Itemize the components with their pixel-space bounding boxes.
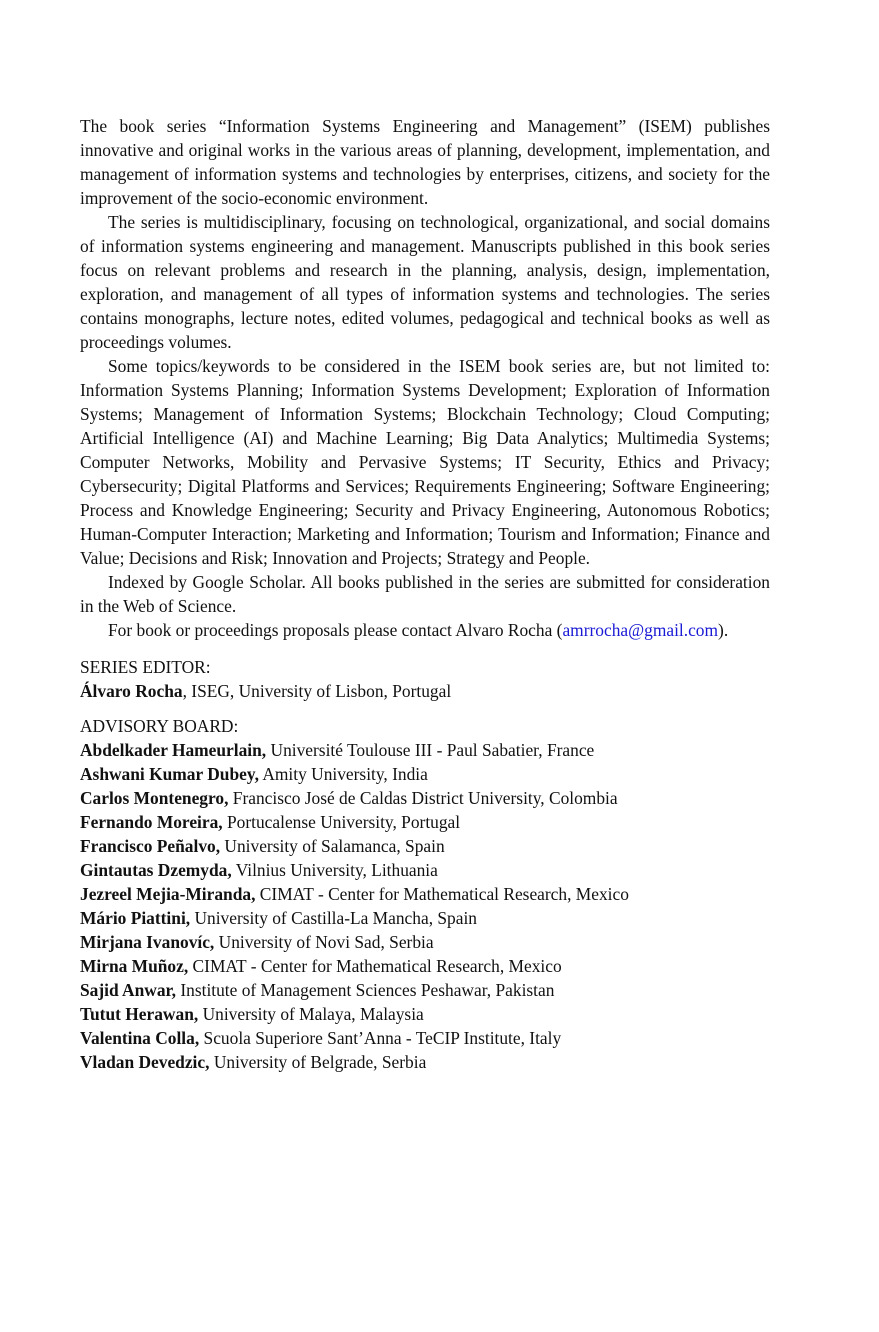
member-affiliation: Vilnius University, Lithuania (231, 860, 438, 880)
member-name: Mirjana Ivanovíc, (80, 932, 215, 952)
contact-suffix: ). (718, 620, 729, 640)
member-affiliation: Institute of Management Sciences Peshawar, Pakistan (176, 980, 555, 1000)
advisory-board-member (80, 1026, 770, 1050)
intro-paragraph-1: The book series “Information Systems Engineering and Management” (ISEM) publishes innovative and original works in the various areas of planning, development, implementation, and management of information systems and technologies by enterprises, citizens, and society for the improvement of the socio-economic environment. (80, 116, 770, 208)
member-name: Vladan Devedzic, (80, 1052, 210, 1072)
member-affiliation: Portucalense University, Portugal (222, 812, 461, 832)
advisory-board-member (80, 858, 770, 882)
topics-paragraph: Some topics/keywords to be considered in the ISEM book series are, but not limited to: Information Systems Planning; Information Systems Development; Exploration of Information Systems; Management of Information Systems; Blockchain Technology; Cloud Computing; Artificial Intelligence (AI) and Machine Learning; Big Data Analytics; Multimedia Systems; Computer Networks, Mobility and Pervasive Systems; IT Security, Ethics and Privacy; Cybersecurity; Digital Platforms and Services; Requirements Engineering; Software Engineering; Process and Knowledge Engineering; Security and Privacy Engineering, Autonomous Robotics; Human-Computer Interaction; Marketing and Information; Tourism and Information; Finance and Value; Decisions and Risk; Innovation and Projects; Strategy and People. (80, 356, 770, 568)
member-name: Francisco Peñalvo, (80, 836, 221, 856)
advisory-board-member (80, 882, 770, 906)
member-name: Ashwani Kumar Dubey, (80, 764, 259, 784)
book-series-page (80, 114, 770, 1074)
member-affiliation: CIMAT - Center for Mathematical Research, Mexico (188, 956, 562, 976)
series-description (80, 114, 770, 642)
member-name: Gintautas Dzemyda, (80, 860, 232, 880)
series-editor-affiliation: , ISEG, University of Lisbon, Portugal (182, 681, 452, 701)
member-name: Fernando Moreira, (80, 812, 223, 832)
member-affiliation: University of Belgrade, Serbia (209, 1052, 427, 1072)
advisory-board-member (80, 738, 770, 762)
member-name: Mirna Muñoz, (80, 956, 189, 976)
advisory-board-member (80, 1002, 770, 1026)
advisory-board-member (80, 1050, 770, 1074)
indexing-paragraph: Indexed by Google Scholar. All books published in the series are submitted for consideration in the Web of Science. (80, 572, 770, 616)
advisory-board-member (80, 978, 770, 1002)
member-name: Valentina Colla, (80, 1028, 200, 1048)
member-affiliation: Université Toulouse III - Paul Sabatier, France (266, 740, 595, 760)
contact-email-link[interactable]: amrrocha@gmail.​com (562, 620, 719, 640)
member-name: Sajid Anwar, (80, 980, 177, 1000)
series-editor-name: Álvaro Rocha (80, 681, 183, 701)
member-affiliation: University of Salamanca, Spain (220, 836, 445, 856)
advisory-board-member (80, 834, 770, 858)
advisory-board-member (80, 954, 770, 978)
advisory-board-member (80, 810, 770, 834)
advisory-board-section (80, 714, 770, 1074)
series-editor-entry (80, 679, 770, 703)
member-name: Tutut Herawan, (80, 1004, 199, 1024)
member-name: Carlos Montenegro, (80, 788, 229, 808)
member-affiliation: University of Malaya, Malaysia (198, 1004, 424, 1024)
series-editor-heading: SERIES EDITOR: (80, 657, 211, 677)
advisory-board-member (80, 786, 770, 810)
contact-text: For book or proceedings proposals please contact Alvaro Rocha ( (108, 620, 563, 640)
advisory-board-heading: ADVISORY BOARD: (80, 716, 239, 736)
member-affiliation: University of Castilla-La Mancha, Spain (190, 908, 478, 928)
advisory-board-member (80, 930, 770, 954)
member-affiliation: Scuola Superiore Sant’Anna - TeCIP Institute, Italy (199, 1028, 562, 1048)
advisory-board-member (80, 906, 770, 930)
advisory-board-list (80, 738, 770, 1074)
member-affiliation: Francisco José de Caldas District University, Colombia (228, 788, 618, 808)
member-affiliation: Amity University, India (258, 764, 428, 784)
intro-paragraph-2: The series is multidisciplinary, focusing on technological, organizational, and social domains of information systems engineering and management. Manuscripts published in this book series focus on relevant problems and research in the planning, analysis, design, implementation, exploration, and management of all types of information systems and technologies. The series contains monographs, lecture notes, edited volumes, pedagogical and technical books as well as proceedings volumes. (80, 212, 770, 352)
member-name: Jezreel Mejia-Miranda, (80, 884, 256, 904)
contact-paragraph (80, 618, 770, 642)
member-name: Abdelkader Hameurlain, (80, 740, 267, 760)
member-name: Mário Piattini, (80, 908, 191, 928)
member-affiliation: CIMAT - Center for Mathematical Research, Mexico (255, 884, 629, 904)
series-editor-section (80, 655, 770, 703)
member-affiliation: University of Novi Sad, Serbia (214, 932, 434, 952)
advisory-board-member (80, 762, 770, 786)
